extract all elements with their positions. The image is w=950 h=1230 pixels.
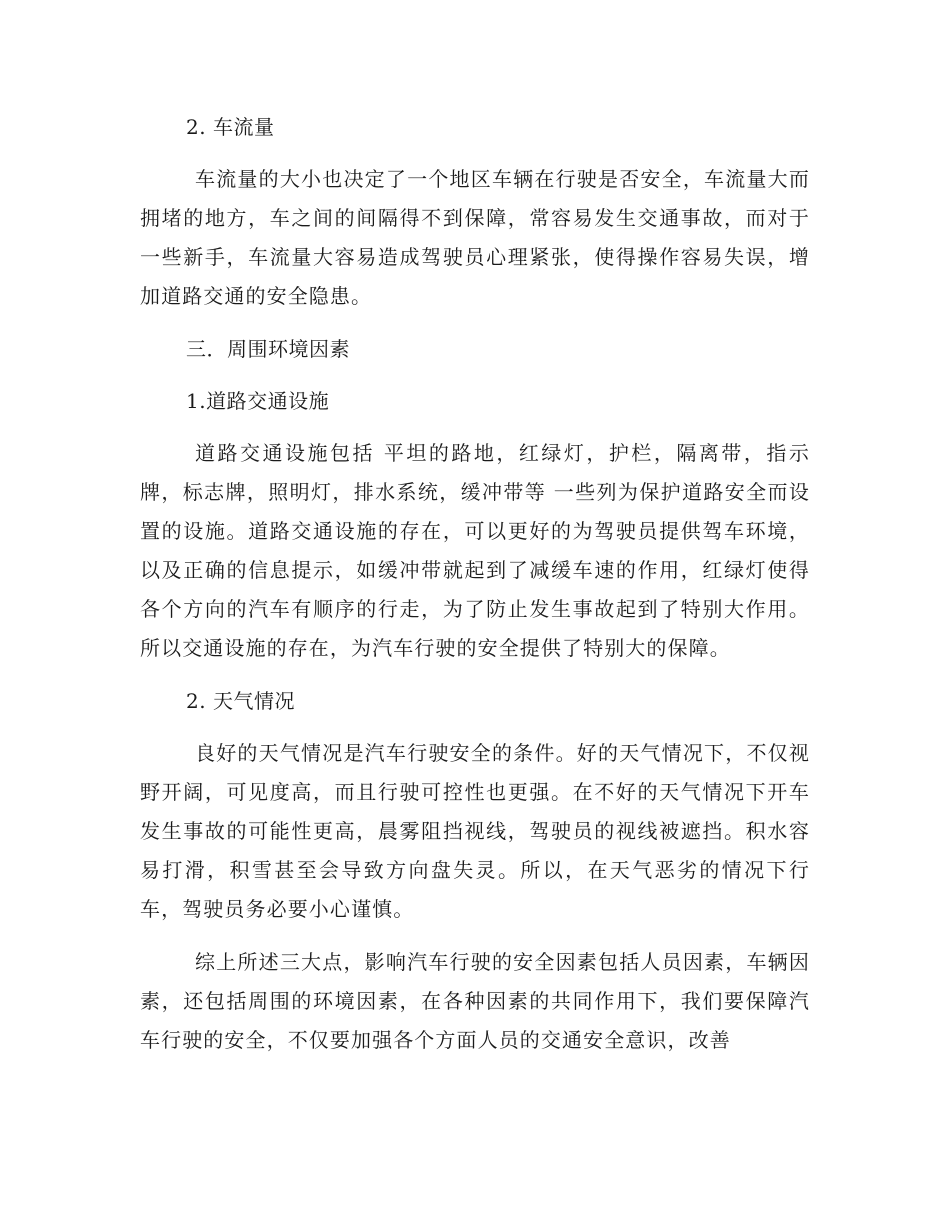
- paragraph-facilities: 道路交通设施包括 平坦的路地，红绿灯，护栏，隔离带，指示牌，标志牌，照明灯，排水系统，缓冲带等 一些列为保护道路安全而设置的设施。道路交通设施的存在，可以更好的为驾驶员提供驾车环境，以及正确的信息提示，如缓冲带就起到了减缓车速的作用，红绿灯使得各个方向的汽车有顺序的行走，为了防止发生事故起到了特别大作用。所以交通设施的存在，为汽车行驶的安全提供了特别大的保障。: [140, 441, 810, 660]
- section-heading-environment: 三．周围环境因素: [186, 337, 350, 361]
- section-heading-traffic-flow: 2. 车流量: [186, 115, 275, 139]
- section-heading-weather: 2. 天气情况: [186, 689, 295, 713]
- paragraph-summary: 综上所述三大点，影响汽车行驶的安全因素包括人员因素，车辆因素，还包括周围的环境因素，在各种因素的共同作用下，我们要保障汽车行驶的安全，不仅要加强各个方面人员的交通安全意识，改善: [140, 950, 810, 1052]
- section-heading-facilities: 1.道路交通设施: [186, 389, 330, 413]
- paragraph-traffic-flow: 车流量的大小也决定了一个地区车辆在行驶是否安全，车流量大而拥堵的地方，车之间的间隔得不到保障，常容易发生交通事故，而对于一些新手，车流量大容易造成驾驶员心理紧张，使得操作容易失误，增加道路交通的安全隐患。: [140, 167, 810, 308]
- paragraph-weather: 良好的天气情况是汽车行驶安全的条件。好的天气情况下，不仅视野开阔，可见度高，而且行驶可控性也更强。在不好的天气情况下开车发生事故的可能性更高，晨雾阻挡视线，驾驶员的视线被遮挡。积水容易打滑，积雪甚至会导致方向盘失灵。所以，在天气恶劣的情况下行车，驾驶员务必要小心谨慎。: [140, 741, 810, 921]
- document-body: [140, 108, 810, 1060]
